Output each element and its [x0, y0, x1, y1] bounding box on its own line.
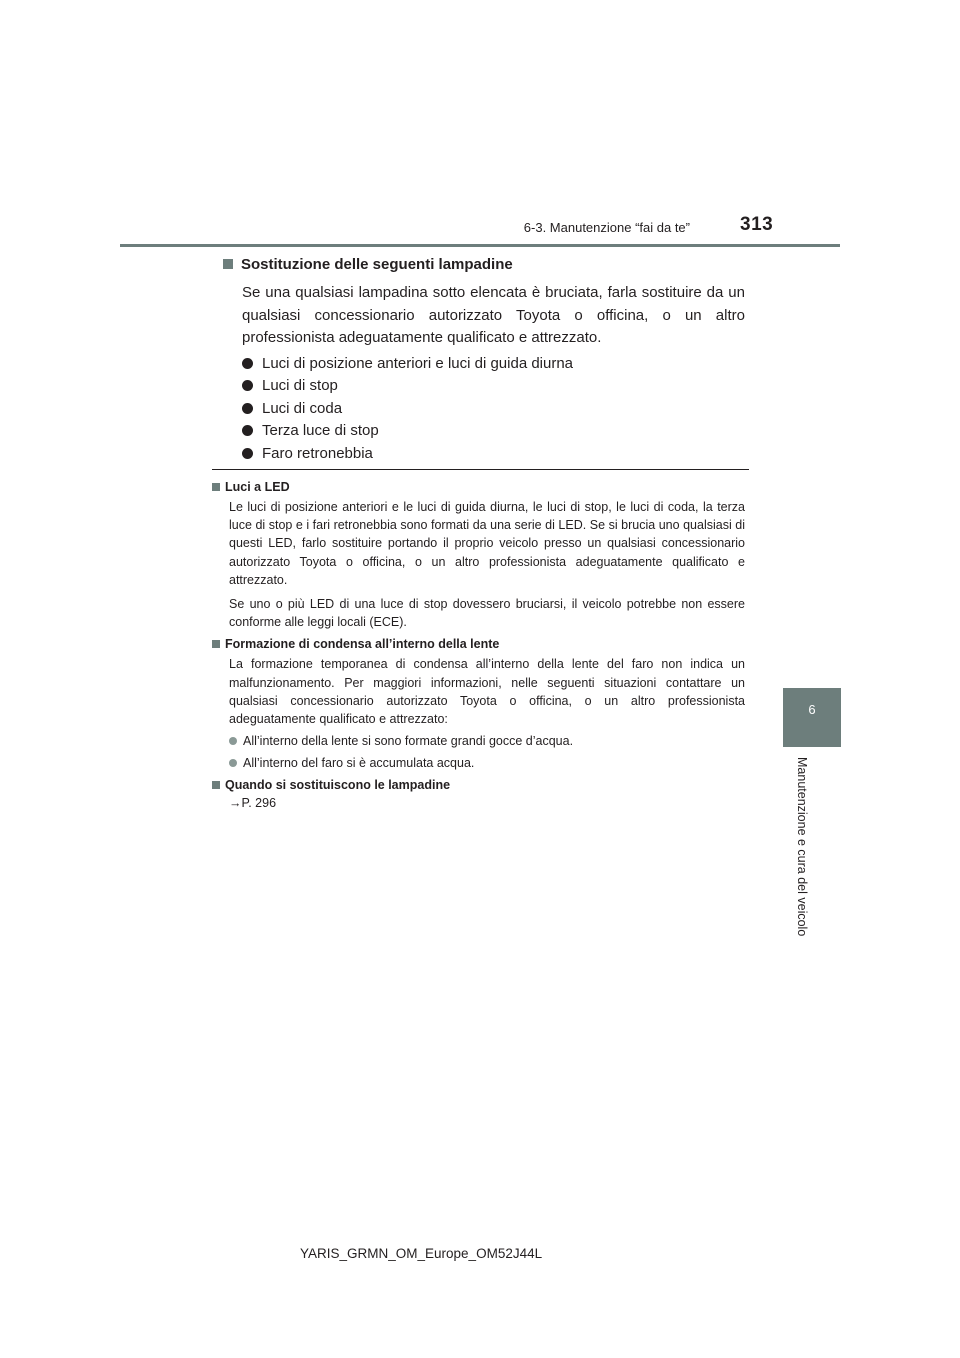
list-item — [242, 397, 745, 420]
bulb-list — [242, 352, 745, 465]
note-list-item-text: All’interno del faro si è accumulata acqua. — [243, 756, 475, 771]
page-number: 313 — [740, 214, 774, 235]
note-paragraph: La formazione temporanea di condensa all’interno della lente del faro non indica un malfunzionamento. Per maggiori informazioni, nelle seguenti situazioni contattare un qualsiasi concessionario autorizzato Toyota o officina, o un altro professionista adeguatamente qualificato e attrezzato: — [229, 657, 745, 727]
note-condensation — [212, 635, 745, 772]
page-reference-link[interactable]: →P. 296 — [229, 796, 277, 811]
square-bullet-icon — [212, 483, 220, 491]
header-rule — [120, 244, 840, 247]
square-bullet-icon — [212, 781, 220, 789]
note-paragraph: Le luci di posizione anteriori e le luci di guida diurna, le luci di stop, le luci di coda, la terza luce di stop e i fari retronebbia sono formati da una serie di LED. Se si brucia uno qualsiasi di questi LED, farlo sostituire portando il proprio veicolo presso un qualsiasi concessionario autorizzato Toyota o officina, o un altro professionista adeguatamente qualificato e attrezzato. — [229, 500, 745, 587]
list-item — [242, 374, 745, 397]
note-list-item — [229, 754, 745, 772]
list-item-text: Luci di coda — [262, 399, 343, 417]
note-heading-text: Luci a LED — [225, 480, 290, 494]
main-heading-text: Sostituzione delle seguenti lampadine — [241, 255, 513, 273]
note-replacing — [212, 776, 745, 814]
note-heading-text: Quando si sostituiscono le lampadine — [225, 778, 451, 793]
round-bullet-icon — [242, 425, 253, 436]
round-bullet-icon — [242, 403, 253, 414]
list-item-text: Faro retronebbia — [262, 444, 373, 462]
note-heading — [212, 478, 745, 496]
footer-document-id: YARIS_GRMN_OM_Europe_OM52J44L — [300, 1246, 543, 1261]
note-list-item-text: All’interno della lente si sono formate grandi gocce d’acqua. — [243, 734, 574, 749]
header-section-title: 6-3. Manutenzione “fai da te” — [523, 220, 690, 235]
list-item-text: Terza luce di stop — [262, 422, 379, 440]
list-item — [242, 442, 745, 465]
round-bullet-icon — [242, 380, 253, 391]
note-list-item — [229, 732, 745, 750]
round-bullet-icon — [242, 448, 253, 459]
note-paragraph: Se uno o più LED di una luce di stop dovessero bruciarsi, il veicolo potrebbe non essere conforme alle leggi locali (ECE). — [229, 597, 745, 630]
square-bullet-icon — [212, 640, 220, 648]
square-bullet-icon — [223, 259, 233, 269]
main-section — [223, 253, 745, 465]
chapter-side-title: Manutenzione e cura del veicolo — [795, 757, 809, 937]
note-heading — [212, 635, 745, 653]
list-item — [242, 352, 745, 375]
chapter-tab: 6 — [783, 688, 841, 747]
list-item-text: Luci di stop — [262, 377, 338, 395]
note-led — [212, 478, 745, 631]
list-item — [242, 420, 745, 443]
note-heading-text: Formazione di condensa all’interno della lente — [225, 637, 500, 652]
notes-section — [212, 478, 745, 818]
round-bullet-icon — [242, 358, 253, 369]
main-paragraph: Se una qualsiasi lampadina sotto elencata è bruciata, farla sostituire da un qualsiasi concessionario autorizzato Toyota o officina, o un altro professionista adeguatamente qualificato e attrezzato. — [242, 284, 745, 347]
round-bullet-icon — [229, 759, 237, 767]
round-bullet-icon — [229, 737, 237, 745]
note-heading — [212, 776, 745, 794]
main-heading — [223, 253, 745, 275]
list-item-text: Luci di posizione anteriori e luci di guida diurna — [262, 354, 574, 372]
notes-divider — [212, 469, 749, 470]
